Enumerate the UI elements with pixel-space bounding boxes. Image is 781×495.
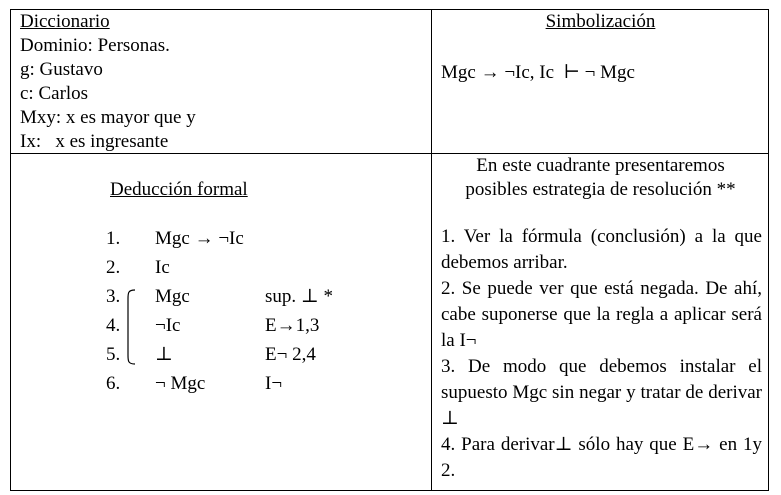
dictionary-line: Dominio: Personas. xyxy=(20,35,170,56)
strategy-title-line: En este cuadrante presentaremos xyxy=(476,155,725,176)
step-formula: ¬Ic xyxy=(155,315,181,336)
step-number: 6. xyxy=(106,373,121,394)
assumption-bracket xyxy=(122,289,136,365)
strategy-item: 4. Para derivar⊥ sólo hay que E→ en 1y 2. xyxy=(441,434,762,481)
dictionary-cell xyxy=(20,10,196,154)
step-number: 3. xyxy=(106,286,121,307)
step-formula: Mgc xyxy=(155,286,190,307)
symbolization-formula: Mgc → ¬Ic, Ic ⊢ ¬ Mgc xyxy=(441,62,635,83)
step-formula: Ic xyxy=(155,257,170,278)
symbolization-title: Simbolización xyxy=(545,11,656,32)
dictionary-title: Diccionario xyxy=(20,11,110,32)
dictionary-line: Ix: x es ingresante xyxy=(20,131,169,152)
dictionary-line: g: Gustavo xyxy=(20,59,103,80)
step-rule: I¬ xyxy=(265,373,283,394)
step-rule: E→1,3 xyxy=(265,315,320,336)
step-number: 5. xyxy=(106,344,121,365)
step-number: 4. xyxy=(106,315,121,336)
step-number: 2. xyxy=(106,257,121,278)
step-rule: sup. ⊥ * xyxy=(265,286,334,307)
step-formula: Mgc → ¬Ic xyxy=(155,228,244,249)
column-divider xyxy=(431,9,432,491)
strategy-item: 2. Se puede ver que está negada. De ahí, cabe suponerse que la regla a aplicar será la I¬ xyxy=(441,278,762,351)
step-formula: ¬ Mgc xyxy=(155,373,206,394)
strategy-item: 1. Ver la fórmula (conclusión) a la que debemos arribar. xyxy=(441,226,762,273)
dictionary-line: c: Carlos xyxy=(20,83,89,104)
strategy-title xyxy=(432,154,769,202)
deduction-title: Deducción formal xyxy=(110,179,248,200)
step-rule: E¬ 2,4 xyxy=(265,344,316,365)
strategy-item: 3. De modo que debemos instalar el supuesto Mgc sin negar y tratar de derivar ⊥ xyxy=(441,356,762,429)
strategy-list xyxy=(441,224,762,484)
strategy-title-line: posibles estrategia de resolución ** xyxy=(465,179,736,200)
dictionary-line: Mxy: x es mayor que y xyxy=(20,107,196,128)
step-formula: ⊥ xyxy=(155,344,173,365)
step-number: 1. xyxy=(106,228,121,249)
